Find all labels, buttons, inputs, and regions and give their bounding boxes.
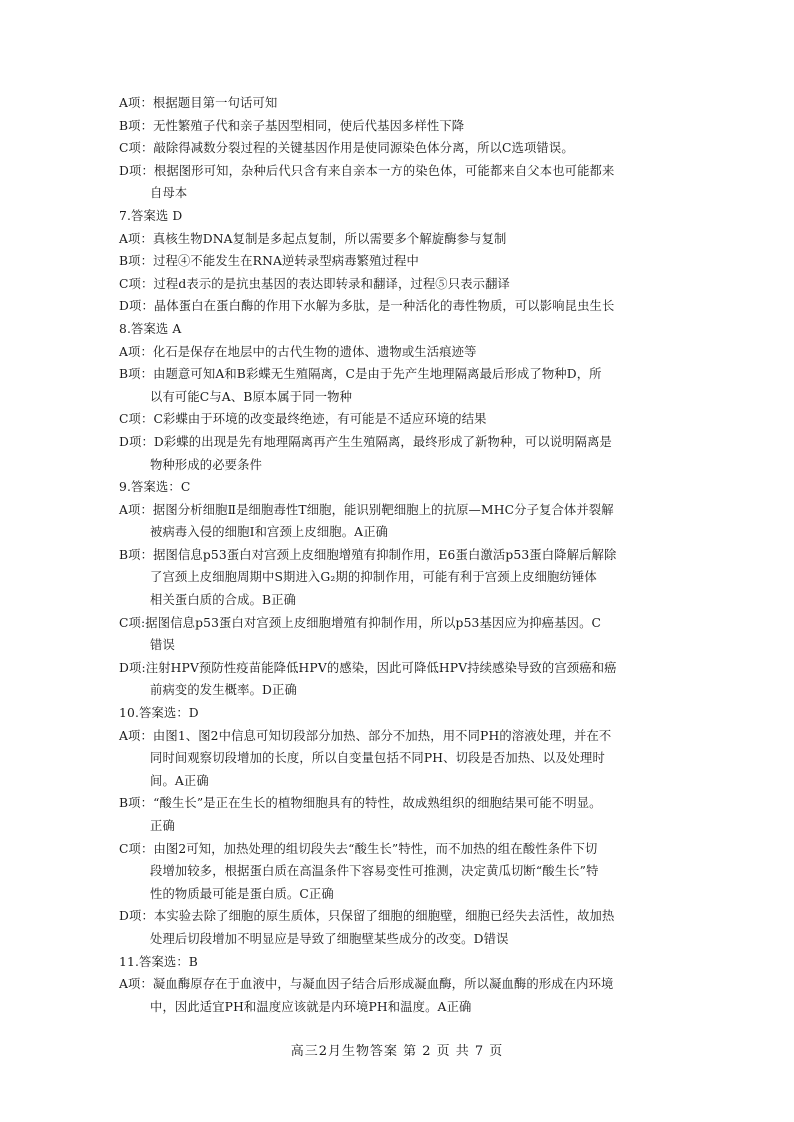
- text-line: C项：由图2可知，加热处理的组切段失去“酸生长”特性，而不加热的组在酸性条件下切: [119, 841, 598, 856]
- text-line: D项：D彩蝶的出现是先有地理隔离再产生生殖隔离，最终形成了新物种，可以说明隔离是: [119, 434, 613, 449]
- text-line-continuation: 间。A正确: [150, 773, 209, 788]
- text-line-continuation: 以有可能C与A、B原本属于同一物种: [150, 389, 353, 404]
- text-line: A项：由图1、图2中信息可知切段部分加热、部分不加热，用不同PH的溶液处理，并在不: [119, 728, 612, 743]
- text-line-continuation: 了宫颈上皮细胞周期中S期进入G₂期的抑制作用，可能有利于宫颈上皮细胞纺锤体: [150, 570, 597, 585]
- text-line: A项：据图分析细胞Ⅱ是细胞毒性T细胞，能识别靶细胞上的抗原—MHC分子复合体并裂解: [119, 502, 614, 517]
- text-line: B项：“酸生长”是正在生长的植物细胞具有的特性，故成熟组织的细胞结果可能不明显。: [119, 796, 602, 811]
- text-line: A项：凝血酶原存在于血液中，与凝血因子结合后形成凝血酶，所以凝血酶的形成在内环境: [119, 977, 614, 992]
- text-line: 11.答案选：B: [119, 954, 198, 969]
- text-line: 8.答案选 A: [119, 321, 182, 336]
- text-line: C项:据图信息p53蛋白对宫颈上皮细胞增殖有抑制作用，所以p53基因应为抑癌基因。C: [119, 615, 602, 630]
- text-line: 9.答案选：C: [119, 480, 191, 495]
- text-line: D项：根据图形可知，杂种后代只含有来自亲本一方的染色体，可能都来自父本也可能都来: [119, 163, 615, 178]
- text-line: A项：真核生物DNA复制是多起点复制，所以需要多个解旋酶参与复制: [119, 231, 507, 246]
- text-line: C项：过程d表示的是抗虫基因的表达即转录和翻译，过程⑤只表示翻译: [119, 276, 510, 291]
- text-line-continuation: 物种形成的必要条件: [150, 457, 263, 472]
- answer-text-body: [119, 92, 679, 1018]
- text-line: B项：由题意可知A和B彩蝶无生殖隔离，C是由于先产生地理隔离最后形成了物种D，所: [119, 367, 602, 382]
- text-line: C项：C彩蝶由于环境的改变最终绝迹，有可能是不适应环境的结果: [119, 412, 487, 427]
- text-line-continuation: 错误: [150, 638, 175, 653]
- text-line: D项：本实验去除了细胞的原生质体，只保留了细胞的细胞壁，细胞已经失去活性，故加热: [119, 909, 615, 924]
- text-line-continuation: 段增加较多，根据蛋白质在高温条件下容易变性可推测，决定黄瓜切断“酸生长”特: [150, 864, 599, 879]
- text-line-continuation: 自母本: [150, 186, 188, 201]
- text-line: B项：无性繁殖子代和亲子基因型相同，使后代基因多样性下降: [119, 118, 465, 133]
- text-line: 7.答案选 D: [119, 208, 183, 223]
- text-line-continuation: 正确: [150, 819, 175, 833]
- text-line-continuation: 性的物质最可能是蛋白质。C正确: [150, 886, 334, 901]
- text-line-continuation: 同时间观察切段增加的长度，所以自变量包括不同PH、切段是否加热、以及处理时: [150, 751, 605, 766]
- text-line: A项：根据题目第一句话可知: [119, 96, 278, 110]
- text-line: B项：据图信息p53蛋白对宫颈上皮细胞增殖有抑制作用，E6蛋白激活p53蛋白降解后解除: [119, 547, 617, 562]
- text-line-continuation: 相关蛋白质的合成。B正确: [150, 593, 297, 608]
- text-line: D项:注射HPV预防性疫苗能降低HPV的感染，因此可降低HPV持续感染导致的宫颈癌和癌: [119, 660, 617, 675]
- text-line: A项：化石是保存在地层中的古代生物的遗体、遗物或生活痕迹等: [119, 344, 477, 359]
- text-line: C项：敲除得减数分裂过程的关键基因作用是使同源染色体分离，所以C选项错误。: [119, 141, 574, 156]
- page-footer: 高三2月生物答案 第 2 页 共 7 页: [290, 1044, 504, 1059]
- text-line: D项：晶体蛋白在蛋白酶的作用下水解为多肽，是一种活化的毒性物质，可以影响昆虫生长: [119, 299, 615, 314]
- text-line: 10.答案选：D: [119, 706, 199, 721]
- text-line-continuation: 前病变的发生概率。D正确: [150, 683, 297, 698]
- text-line-continuation: 被病毒入侵的细胞Ⅰ和宫颈上皮细胞。A正确: [150, 525, 389, 540]
- text-line: B项：过程④不能发生在RNA逆转录型病毒繁殖过程中: [119, 254, 419, 269]
- text-line-continuation: 处理后切段增加不明显应是导致了细胞壁某些成分的改变。D错误: [150, 931, 509, 946]
- text-line-continuation: 中，因此适宜PH和温度应该就是内环境PH和温度。A正确: [150, 999, 472, 1014]
